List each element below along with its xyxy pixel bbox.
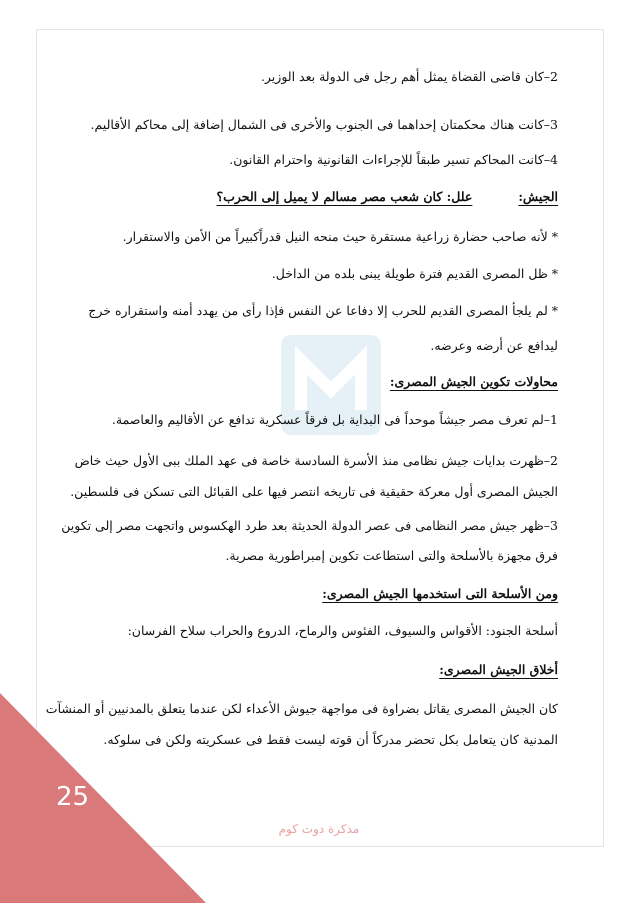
section-heading-weapons: ومن الأسلحة التى استخدمها الجيش المصرى: [322, 586, 558, 601]
section-heading-ethics: أخلاق الجيش المصرى: [439, 662, 558, 677]
section-heading-army-formation: محاولات تكوين الجيش المصرى: [389, 374, 558, 389]
reason-question: علل: كان شعب مصر مسالم لا يميل إلى الحرب؟ [216, 189, 473, 204]
text-line-12: الجيش المصرى أول معركة حقيقية فى تاريخه انتصر فيها على القبائل التى تسكن فى فلسطين. [70, 484, 558, 499]
text-line-19: المدنية كان يتعامل بكل تحضر مدركاً أن قوته ليست فقط فى عسكريته ولكن فى سلوكه. [103, 732, 558, 747]
army-heading: الجيش: [518, 189, 558, 204]
text-line-18: كان الجيش المصرى يقاتل بضراوة فى مواجهة جيوش الأعداء لكن عندما يتعلق بالمدنيين أو المنشآت [45, 701, 558, 716]
text-line-6: * ظل المصرى القديم فترة طويلة يبنى بلده من الداخل. [271, 266, 558, 281]
text-line-5: * لأنه صاحب حضارة زراعية مستقرة حيث منحه النيل قدراًكبيراً من الأمن والاستقرار. [122, 229, 558, 244]
text-line-7: * لم يلجأ المصرى القديم للحرب إلا دفاعا عن النفس فإذا رأى من يهدد أمنه واستقراره خرج [88, 303, 558, 318]
footer-brand: مذكرة دوت كوم [278, 822, 360, 836]
text-line-14: فرق مجهزة بالأسلحة والتى استطاعت تكوين إمبراطورية مصرية. [225, 548, 558, 563]
text-line-11: 2–ظهرت بدايات جيش نظامى منذ الأسرة السادسة خاصة فى عهد الملك ببى الأول حيث خاض [74, 453, 558, 468]
page-number: 25 [56, 782, 90, 812]
text-line-16: أسلحة الجنود: الأقواس والسيوف، الفئوس والرماح، الدروع والحراب سلاح الفرسان: [127, 623, 558, 638]
corner-decoration [0, 693, 206, 903]
text-line-3: 4–كانت المحاكم تسير طبقاً للإجراءات القانونية واحترام القانون. [229, 152, 558, 167]
text-line-13: 3–ظهر جيش مصر النظامى فى عصر الدولة الحديثة بعد طرد الهكسوس واتجهت مصر إلى تكوين [61, 518, 558, 533]
text-line-1: 2–كان قاضى القضاة يمثل أهم رجل فى الدولة بعد الوزير. [260, 69, 558, 84]
text-line-8: ليدافع عن أرضه وعرضه. [430, 338, 558, 353]
text-line-10: 1–لم تعرف مصر جيشاً موحداً فى البداية بل فرقاً عسكرية تدافع عن الأقاليم والعاصمة. [111, 412, 558, 427]
text-line-4 [64, 188, 558, 206]
text-line-2: 3–كانت هناك محكمتان إحداهما فى الجنوب والأخرى فى الشمال إضافة إلى محاكم الأقاليم. [90, 117, 558, 132]
